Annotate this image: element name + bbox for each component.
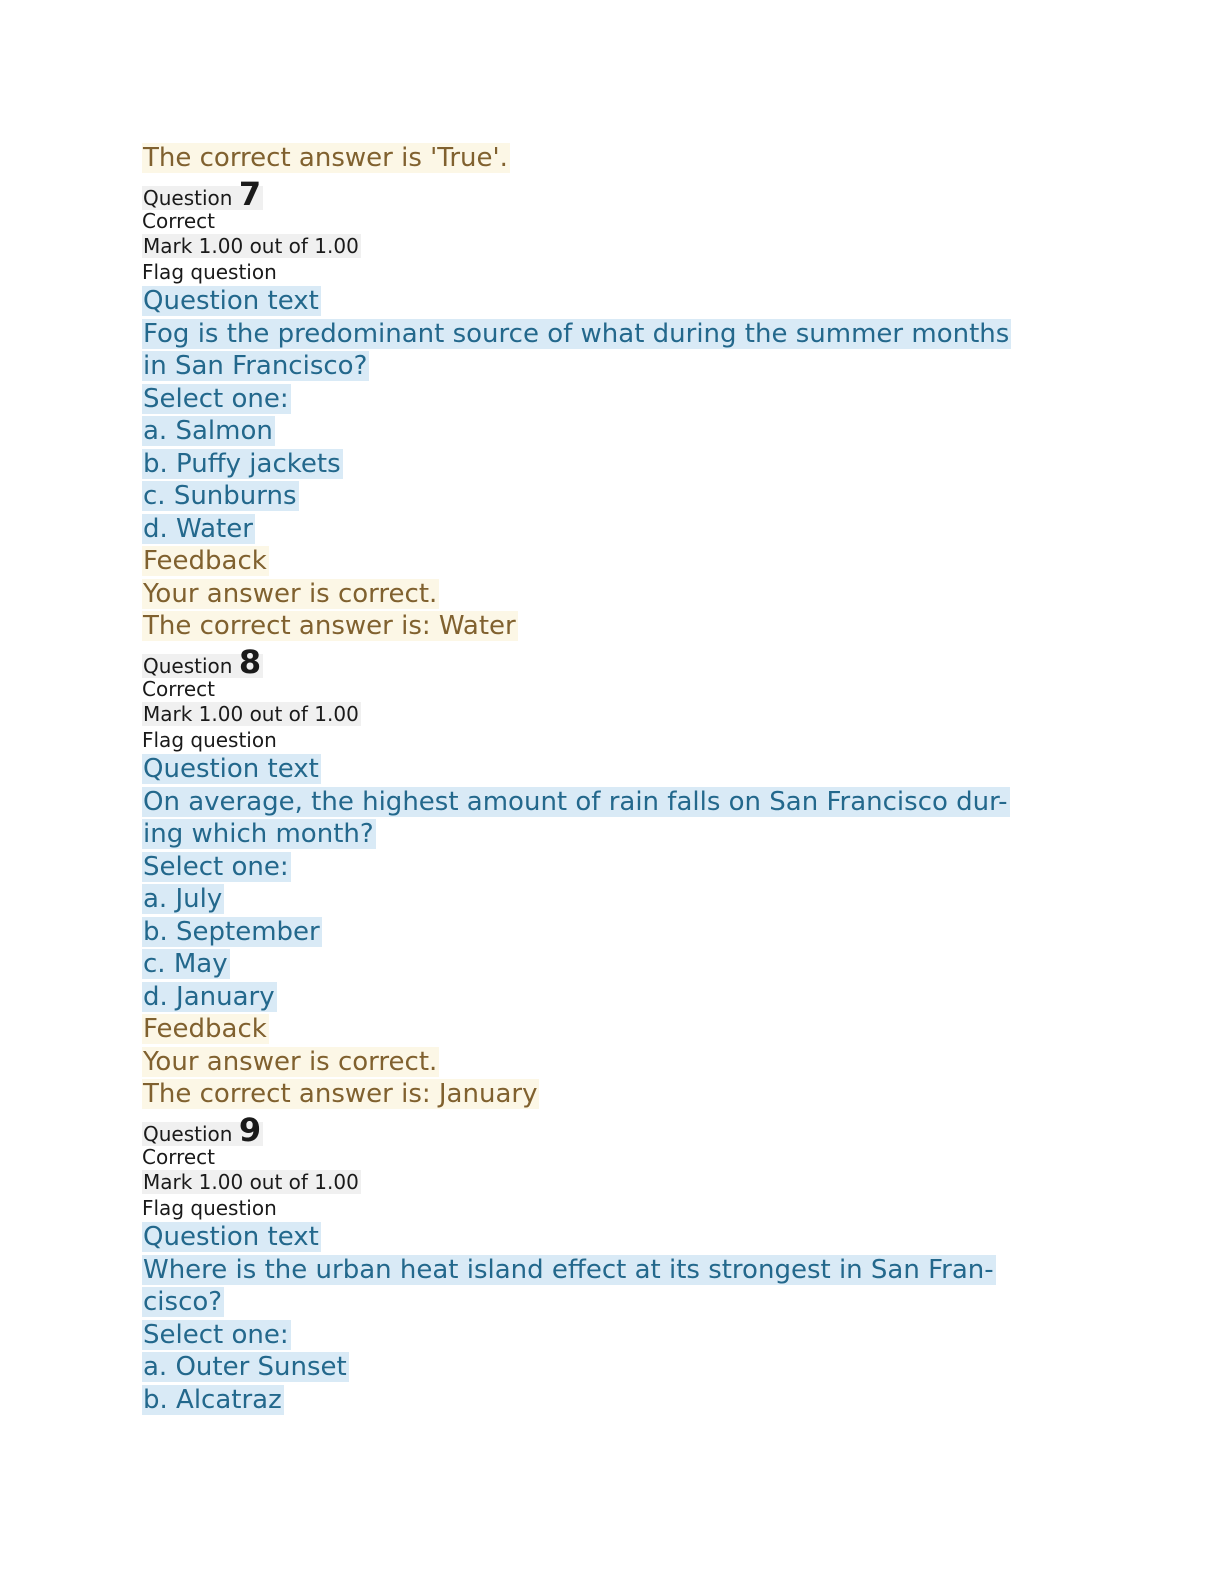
question-number: 9	[238, 1110, 262, 1149]
feedback-heading: Feedback	[143, 546, 267, 576]
question-number: 8	[238, 642, 262, 681]
question-label: Question	[143, 1121, 233, 1146]
flag-question-link[interactable]: Flag question	[142, 727, 277, 752]
question-mark: Mark 1.00 out of 1.00	[143, 234, 359, 258]
question-text-line: Where is the urban heat island effect at its strongest in San Fran-	[143, 1254, 994, 1285]
question-block-9	[142, 1110, 1072, 1417]
flag-question-link[interactable]: Flag question	[142, 259, 277, 284]
question-text-line: cisco?	[143, 1287, 223, 1317]
answer-option-d[interactable]: d. Water	[143, 513, 253, 544]
question-number: 7	[238, 174, 262, 213]
question-text-heading: Question text	[143, 1222, 319, 1252]
question-status: Correct	[142, 676, 215, 701]
question-text-heading: Question text	[143, 754, 319, 784]
answer-option-a[interactable]: a. July	[143, 884, 223, 914]
correct-answer: The correct answer is: January	[143, 1079, 538, 1109]
answer-option-b[interactable]: b. Alcatraz	[143, 1384, 282, 1415]
question-header	[142, 642, 1072, 681]
select-one-label: Select one:	[143, 383, 289, 414]
answer-option-b[interactable]: b. Puffy jackets	[143, 448, 341, 479]
answer-option-d[interactable]: d. January	[143, 981, 275, 1012]
correct-answer: The correct answer is: Water	[143, 611, 516, 641]
select-one-label: Select one:	[143, 1319, 289, 1350]
question-block-8	[142, 642, 1072, 1111]
feedback-result: Your answer is correct.	[143, 578, 438, 609]
question-status: Correct	[142, 208, 215, 233]
question-mark: Mark 1.00 out of 1.00	[143, 702, 359, 726]
feedback-heading: Feedback	[143, 1014, 267, 1044]
question-mark: Mark 1.00 out of 1.00	[143, 1170, 359, 1194]
answer-option-b[interactable]: b. September	[143, 916, 320, 947]
select-one-label: Select one:	[143, 851, 289, 882]
question-label: Question	[143, 653, 233, 678]
flag-question-link[interactable]: Flag question	[142, 1195, 277, 1220]
question-text-line: On average, the highest amount of rain falls on San Francisco dur-	[143, 786, 1008, 817]
answer-option-a[interactable]: a. Outer Sunset	[143, 1352, 347, 1382]
previous-correct-answer: The correct answer is 'True'.	[143, 143, 508, 173]
question-header	[142, 1110, 1072, 1149]
question-block-7	[142, 174, 1072, 643]
question-text-line: in San Francisco?	[143, 351, 368, 381]
question-label: Question	[143, 185, 233, 210]
answer-option-a[interactable]: a. Salmon	[143, 416, 273, 446]
question-status: Correct	[142, 1144, 215, 1169]
question-text-heading: Question text	[143, 286, 319, 316]
feedback-result: Your answer is correct.	[143, 1046, 438, 1077]
answer-option-c[interactable]: c. May	[143, 949, 228, 979]
question-text-line: Fog is the predominant source of what during the summer months	[143, 318, 1010, 349]
question-text-line: ing which month?	[143, 819, 374, 849]
answer-option-c[interactable]: c. Sunburns	[143, 481, 297, 511]
question-header	[142, 174, 1072, 213]
quiz-review-page	[142, 142, 1072, 1416]
